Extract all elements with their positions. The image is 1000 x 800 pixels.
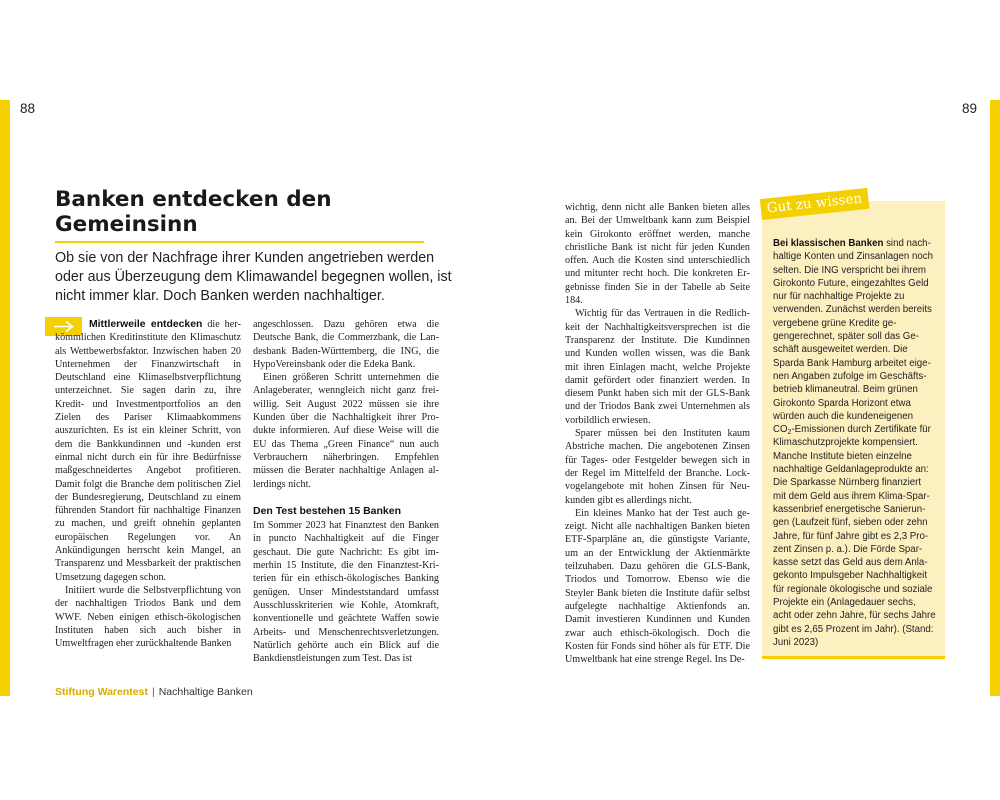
right-edge-accent-bar <box>990 100 1000 696</box>
left-edge-accent-bar <box>0 100 10 696</box>
subheading: Den Test bestehen 15 Banken <box>253 504 402 517</box>
info-box-label: Gut zu wissen <box>760 188 869 220</box>
article-title: Banken entdecken den Gemeinsinn <box>55 187 332 237</box>
page-number-right: 89 <box>962 101 978 116</box>
paragraph: Im Sommer 2023 hat Finanztest den Banken in puncto Nachhaltigkeit auf die Finger geschaut. Die gute Nachricht: Es gibt immerhin 15 Institute, die den Finanztest-Kriterien für ein ethisch-ökologisches Banking genügen. Unser Mindeststandard umfasst Ausschlusskriterien wie Kohle, Atomkraft, konventionelle und geächtete Waffen sowie Arbeits- und Menschenrechtsverletzungen. Natürlich gehörte auch ein Blick auf die Bankdienstleistungen zum Test. Das ist <box>253 520 439 665</box>
paragraph: Wichtig für das Vertrauen in die Redlichkeit der Nachhaltigkeitsversprechen ist die Transparenz der Institute. Die Kundinnen und Kunden wollen wissen, was die Bank mit ihren Einlagen macht, welche Projekte damit gefördert oder finanziert werden. In diesem Punkt haben sich mit der GLS-Bank und der Triodos Bank zwei Unternehmen als vorbildlich erwiesen. <box>565 308 750 426</box>
footer-section: Nachhaltige Banken <box>158 686 253 698</box>
footer-separator: | <box>151 686 155 698</box>
paragraph: Einen größeren Schritt unternehmen die Anlageberater, wenngleich nicht ganz freiwillig. Seit August 2022 müssen sie ihre Kunden über die Nachhaltigkeit ihrer Produkte informieren. Auf diese Weise will die EU das Thema „Green Finance“ nun auch Verbrauchern näherbringen. Empfehlen müssen die Berater nachhaltige Anlagen allerdings nicht. <box>253 372 439 490</box>
info-box-bottom-rule <box>762 656 945 659</box>
paragraph: wichtig, denn nicht alle Banken bieten alles an. Bei der Umweltbank kann zum Beispiel kein Girokonto eröffnet werden, manche christliche Bank ist nicht für jeden Kunden offen. Auch die Kosten sind unterschiedlich und mitunter recht hoch. Die konkreten Ergebnisse finden Sie in der Tabelle ab Seite 184. <box>565 202 750 307</box>
footer-brand: Stiftung Warentest <box>55 686 148 698</box>
page-footer <box>55 686 253 698</box>
paragraph: Sparer müssen bei den Instituten kaum Abstriche machen. Die angebotenen Zinsen für Tages- oder Festgelder bewegen sich in der Regel im Mittelfeld der Branche. Lockvogelangebote mit hohen Zinsen für Neukunden gibt es allerdings nicht. <box>565 428 750 506</box>
text-column-2 <box>253 318 439 665</box>
paragraph: angeschlossen. Dazu gehören etwa die Deutsche Bank, die Commerzbank, die Landesbank Baden-Württemberg, die ING, die HypoVereinsbank oder die Edeka Bank. <box>253 319 439 370</box>
info-box-bold-start: Bei klassischen Banken <box>773 238 884 249</box>
page-number-left: 88 <box>20 101 36 116</box>
text-column-3 <box>565 201 750 666</box>
intro-bold: Mittlerweile entdecken <box>89 319 203 330</box>
info-box-text: Bei klassischen Banken sind nachhaltige Konten und Zinsanlagen noch selten. Die ING verspricht bei ihrem Girokonto Future, eingezahltes Geld nur für nachhaltige Projekte zu verwenden. Zunächst werden bereits vergebene grüne Kredite gegengerechnet, später soll das Geschäft ausgeweitet werden. Die Sparda Bank Hamburg arbeitet eigenen Angaben zufolge im Geschäftsbetrieb klimaneutral. Beim grünen Girokonto Sparda Horizont etwa würden auch die kundeneigenen $CO_2$-Emissionen durch Zertifikate für Klimaschutzprojekte kompensiert. Manche Institute bieten einzelne nachhaltige Geldanlageprodukte an: Die Sparkasse Nürnberg finanziert mit dem Geld aus ihrem Klima-Sparkassenbrief energetische Sanierungen (Laufzeit fünf, sieben oder zehn Jahre, für fünf Jahre gibt es 2,3 Prozent Zinsen p. a.). Die Förde Sparkasse setzt das Geld aus dem Anlagekonto Impulsgeber Nachhaltigkeit für regionale ökologische und soziale Projekte ein (Anlagedauer sechs, acht oder zehn Jahre, für sechs Jahre gibt es 2,65 Prozent im Jahr). (Stand: Juni 2023) <box>773 238 936 648</box>
paragraph: Ein kleines Manko hat der Test auch gezeigt. Nicht alle nachhaltigen Banken bieten ETF-Sparpläne an, die günstigste Variante, um an der Entwicklung der Aktienmärkte teilzuhaben. Dazu gehören die GLS-Bank, Triodos und Tomorrow. Ebenso wie die Steyler Bank bieten die Institute dafür selbst aufgelegte nachhaltige Aktienfonds an. Damit investieren Kundinnen und Kunden zwar auch ethisch-ökologisch. Doch die Kosten für Fonds sind höher als für ETF. Die Umweltbank hat eine strenge Regel. Ins De- <box>565 507 750 666</box>
title-underline <box>55 241 424 243</box>
article-lead: Ob sie von der Nachfrage ihrer Kunden angetrieben werden oder aus Überzeugung dem Klimawandel begegnen wollen, ist nicht immer klar. Doch Banken werden nachhaltiger. <box>55 250 452 304</box>
text-column-1 <box>55 318 241 650</box>
paragraph: Initiiert wurde die Selbstverpflichtung von der nachhaltigen Triodos Bank und dem WWF. Neben einigen ethisch-ökologischen Instituten haben sich auch bisher in Umweltfragen eher zurückhaltende Banken <box>55 584 241 650</box>
paragraph: Mittlerweile entdecken die herkömmlichen Kreditinstitute den Klimaschutz als Wettbewerbsfaktor. Inzwischen haben 20 Unternehmen der Finanzwirtschaft in Deutschland eine Klimaselbstverpflichtung unterzeichnet. Sie sagen darin zu, ihre Kredit- und Investmentportfolios an den Zielen des Pariser Klimaabkommens auszurichten. Es ist ein kleiner Schritt, von dem die Bankkundinnen und -kunden erst einmal nicht durch ein für ihre Bedürfnisse maßgeschneidertes Angebot profitieren. Damit folgt die Branche dem politischen Ziel der Bundesregierung, Deutschland zu einem führenden Standort für nachhaltige Finanzen zu machen, und greift ohnehin geplanten europäischen Regelungen vor. An Ankündigungen herrscht kein Mangel, an Transparenz und Messbarkeit der praktischen Umsetzung dagegen schon. <box>55 319 241 583</box>
